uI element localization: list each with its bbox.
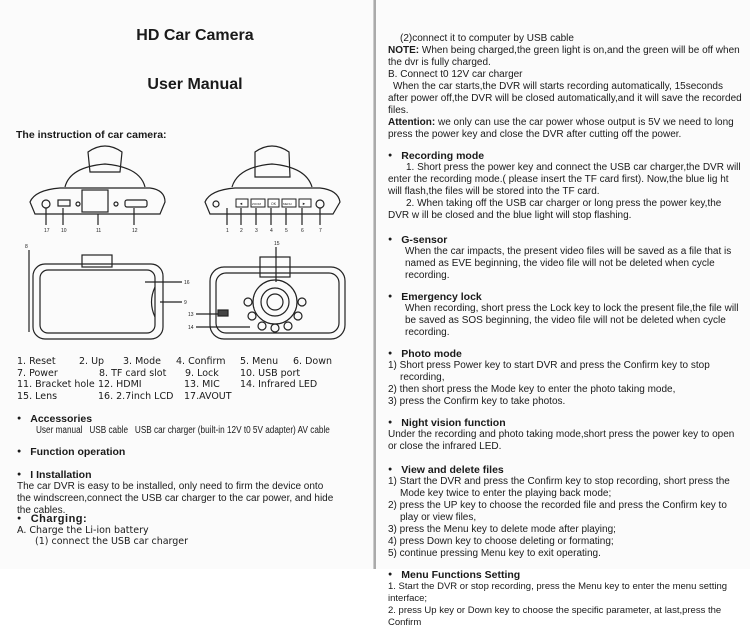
view-delete-heading: ● View and delete files <box>388 464 743 476</box>
view-step: 1) Start the DVR and press the Confirm key to stop recording, short press the Mode key twice to enter the playing back mode; <box>388 476 730 499</box>
accessories-text: User manual USB cable USB car charger (built-in 12V t0 5V adapter) AV cable <box>36 425 330 436</box>
attention-label: Attention: <box>388 117 436 128</box>
callout: 15 <box>274 241 280 247</box>
button-left-label: ◄ <box>239 201 243 206</box>
photo-step: 2) then short press the Mode key to enter the photo taking mode, <box>388 384 676 395</box>
button-menu-label: MENU <box>283 202 292 206</box>
button-right-label: ► <box>302 201 306 206</box>
view-step: 2) press the UP key to choose the recorded file and press the Confirm key to play or view files, <box>388 500 727 523</box>
part: 4. Confirm <box>176 356 226 367</box>
recording-p2: 2. When taking off the USB car charger or long press the power key,the DVR w ill be closed and the blue light will stop flashing. <box>388 198 722 221</box>
charging-step-2: (2)connect it to computer by USB cable <box>400 33 574 44</box>
callout: 13 <box>188 312 194 318</box>
parts-list <box>17 356 367 402</box>
left-page <box>0 0 374 569</box>
part: 13. MIC <box>184 379 220 390</box>
camera-diagrams <box>0 142 374 342</box>
emergency-lock-text: When recording, short press the Lock key to lock the present file,the file will be saved as SOS beginning, the video file will not be deleted when cycle recording. <box>405 303 739 338</box>
callout: 10 <box>61 228 67 234</box>
menu-step: 1. Start the DVR or stop recording, press the Menu key to enter the menu setting interface; <box>388 581 728 604</box>
callout: 5 <box>285 228 288 234</box>
photo-step: 3) press the Confirm key to take photos. <box>388 396 566 407</box>
callout: 2 <box>240 228 243 234</box>
attention-text: we only can use the car power whose output is 5V we need to long press the power key and close the DVR after cutting off the power. <box>388 117 734 140</box>
photo-heading: ● Photo mode <box>388 348 743 360</box>
manual-title: HD Car Camera <box>136 27 254 44</box>
part: 14. Infrared LED <box>240 379 318 390</box>
callout: 11 <box>96 228 102 234</box>
charging-step-b-text: When the car starts,the DVR will starts recording automatically, 15seconds after power off,the DVR will be closed automatically,and it will save the recorded files. <box>388 81 742 116</box>
button-ok-label: OK <box>271 202 277 206</box>
note-text: When being charged,the green light is on,and the green will be off when the dvr is fully charged. <box>388 45 740 68</box>
part: 8. TF card slot <box>99 367 167 379</box>
callouts-top-right <box>226 228 322 234</box>
callout: 14 <box>188 325 194 331</box>
callout: 9 <box>184 300 187 306</box>
button-zoom-label: ZOOM <box>252 202 261 206</box>
part: 7. Power <box>17 367 58 379</box>
part: 17.AVOUT <box>184 390 232 402</box>
menu-step: 2. press Up key or Down key to choose the specific parameter, at last,press the Confirm <box>388 605 722 628</box>
part: 2. Up <box>79 356 105 367</box>
installation-text: The car DVR is easy to be installed, only need to firm the device onto the windscreen,connect the USB car charger to the car power, and hide the cables. <box>17 481 334 516</box>
charging-heading: ● Charging: <box>17 513 87 525</box>
charging-step-1: (1) connect the USB car charger <box>35 536 189 547</box>
recording-p1: 1. Short press the power key and connect the USB car charger,the DVR will enter the recording mode.( please insert the TF card first). Now,the blue lig ht will flash,the files will be stored into the TF card. <box>388 162 741 197</box>
part: 5. Menu <box>240 356 279 367</box>
part: 11. Bracket hole <box>17 379 95 390</box>
gsensor-text: When the car impacts, the present video files will be saved as a file that is named as EVE beginning, the video file will not be deleted when cycle recording. <box>405 246 732 281</box>
callouts-top-left <box>44 228 138 234</box>
charging-step-a: A. Charge the Li-ion battery <box>17 525 149 536</box>
part: 1. Reset <box>17 356 56 367</box>
camera-back-view <box>29 250 182 339</box>
part: 10. USB port <box>240 367 301 379</box>
camera-top-right-view <box>205 146 340 225</box>
part: 16. 2.7inch LCD <box>98 390 174 402</box>
note <box>388 45 743 69</box>
function-heading: ● Function operation <box>17 446 125 458</box>
charging-step-b: B. Connect t0 12V car charger <box>388 69 523 80</box>
callout: 12 <box>132 228 138 234</box>
gsensor-heading: ● G-sensor <box>388 234 743 246</box>
part: 9. Lock <box>185 367 219 379</box>
callout: 4 <box>270 228 273 234</box>
part: 15. Lens <box>17 390 58 402</box>
right-page <box>376 0 750 628</box>
callout: 8 <box>25 244 28 250</box>
right-content <box>388 33 743 629</box>
view-step: 3) press the Menu key to delete mode after playing; <box>388 524 616 535</box>
part: 6. Down <box>293 356 333 367</box>
camera-top-left-view <box>30 146 165 225</box>
callout: 16 <box>184 280 190 286</box>
installation-heading: ● I Installation <box>17 469 92 481</box>
accessories-heading: ● Accessories <box>17 413 92 425</box>
instruction-heading: The instruction of car camera: <box>16 129 167 141</box>
camera-front-view <box>196 247 345 339</box>
callout: 6 <box>301 228 304 234</box>
callout: 7 <box>319 228 322 234</box>
emergency-lock-heading: ● Emergency lock <box>388 291 743 303</box>
attention <box>388 117 743 141</box>
button-labels <box>236 199 311 207</box>
callout: 1 <box>226 228 229 234</box>
night-vision-heading: ● Night vision function <box>388 417 743 429</box>
photo-step: 1) Short press Power key to start DVR and press the Confirm key to stop recording, <box>388 360 710 383</box>
menu-settings-heading: ● Menu Functions Setting <box>388 569 743 581</box>
recording-heading: ● Recording mode <box>388 150 743 162</box>
view-step: 5) continue pressing Menu key to exit operating. <box>388 548 601 559</box>
manual-subtitle: User Manual <box>147 76 243 93</box>
part: 12. HDMI <box>98 379 142 390</box>
night-vision-text: Under the recording and photo taking mode,short press the power key to open or close the infrared LED. <box>388 429 735 452</box>
callout: 3 <box>255 228 258 234</box>
part: 3. Mode <box>123 356 161 367</box>
view-step: 4) press Down key to choose deleting or formating; <box>388 536 614 547</box>
note-label: NOTE: <box>388 45 420 56</box>
callout: 17 <box>44 228 50 234</box>
